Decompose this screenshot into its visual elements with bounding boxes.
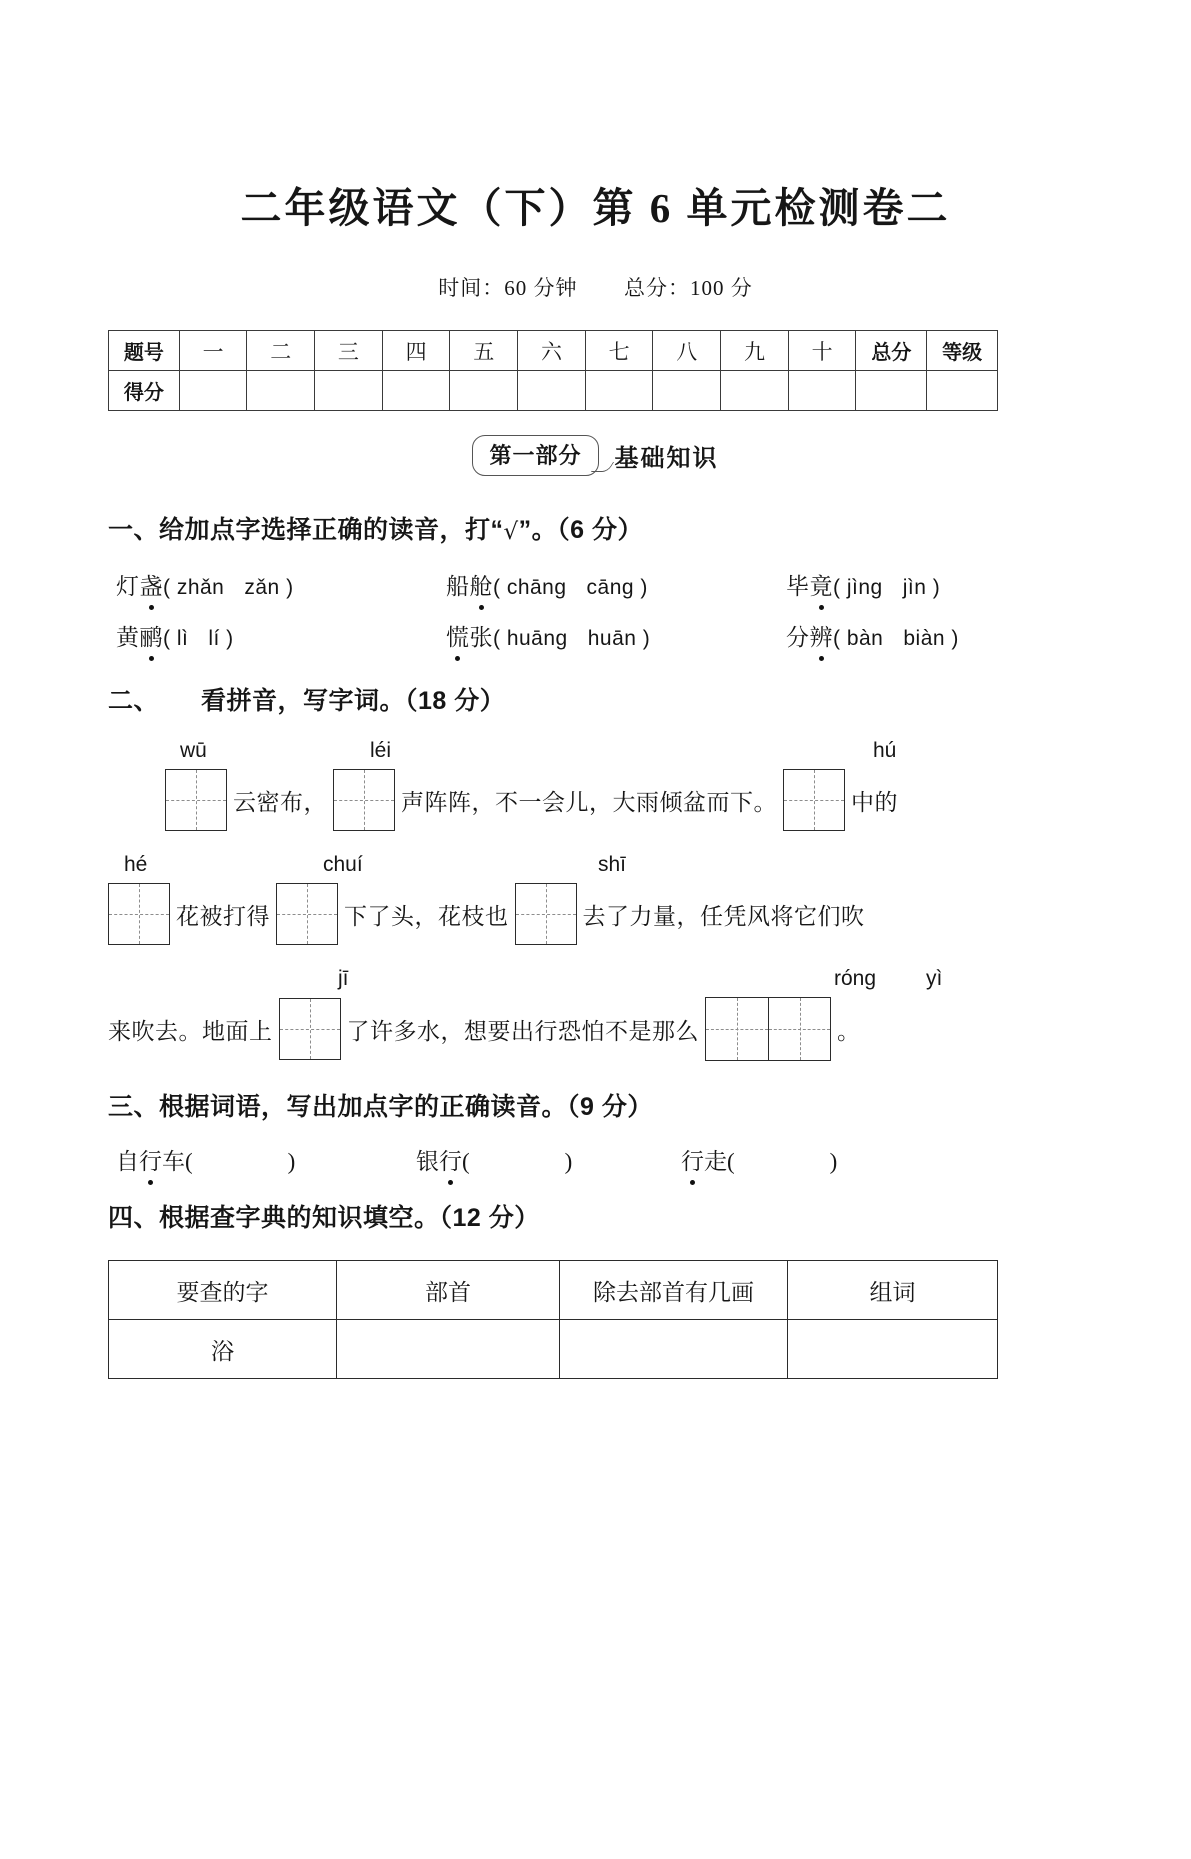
- score-cell-total[interactable]: [856, 371, 927, 411]
- choice-item[interactable]: 毕竟( jìng jìn ): [786, 568, 940, 601]
- character-box[interactable]: [279, 998, 341, 1060]
- character-box[interactable]: [515, 883, 577, 945]
- score-cell-8[interactable]: [653, 371, 721, 411]
- choice-word-pre: 黄: [116, 625, 140, 650]
- sentence-segment: 去了力量，任凭风将它们吹: [582, 903, 865, 929]
- pinyin-label: yì: [926, 967, 943, 990]
- exam-meta: [108, 272, 1083, 302]
- character-box[interactable]: [706, 998, 768, 1060]
- question-2-number: 二、: [108, 687, 160, 715]
- question-3-heading: 三、根据词语，写出加点字的正确读音。（9 分）: [108, 1093, 653, 1121]
- score-col-total: 总分: [856, 331, 927, 371]
- score-cell-4[interactable]: [382, 371, 450, 411]
- dict-header-char: 要查的字: [109, 1261, 337, 1320]
- score-col-4: 四: [382, 331, 450, 371]
- sentence-row: [108, 997, 1083, 1061]
- pinyin-label-row: [108, 739, 1083, 769]
- word-pre: 银: [416, 1149, 439, 1174]
- score-col-8: 八: [653, 331, 721, 371]
- question-1-heading-tail: ”。（6 分）: [518, 516, 644, 544]
- choice-word-dotted: 舱: [470, 568, 494, 601]
- question-4-heading: 四、根据查字典的知识填空。（12 分）: [108, 1204, 540, 1232]
- choice-word-dotted: 慌: [446, 619, 470, 652]
- choice-word-dotted: 辨: [810, 619, 834, 652]
- table-header-row: [109, 1261, 998, 1320]
- choice-item[interactable]: 船舱( chāng cāng ): [446, 568, 786, 601]
- score-cell-3[interactable]: [315, 371, 383, 411]
- table-row: [109, 1320, 998, 1379]
- sentence-segment: 了许多水，想要出行恐怕不是那么: [346, 1018, 699, 1044]
- choice-option-a[interactable]: jìng: [846, 576, 883, 599]
- choice-word-pre: 灯: [116, 574, 140, 599]
- character-box[interactable]: [108, 883, 170, 945]
- dict-header-strokes: 除去部首有几画: [560, 1261, 788, 1320]
- choice-option-b[interactable]: jìn: [902, 576, 927, 599]
- sentence-segment: 云密布，: [233, 789, 327, 815]
- pinyin-label: jī: [338, 967, 349, 990]
- choice-word-pre: 分: [786, 625, 810, 650]
- score-col-6: 六: [518, 331, 586, 371]
- score-cell-1[interactable]: [179, 371, 247, 411]
- word-dotted: 行: [139, 1143, 162, 1176]
- part-name: 基础知识: [614, 445, 719, 472]
- score-table-row-label: 题号: [109, 331, 180, 371]
- character-box[interactable]: [333, 769, 395, 831]
- score-cell-7[interactable]: [585, 371, 653, 411]
- sentence-segment: 。: [837, 1018, 861, 1044]
- character-box[interactable]: [783, 769, 845, 831]
- choice-word-pre: 毕: [786, 574, 810, 599]
- question-1-row-2: [108, 619, 1083, 652]
- question-1-row-1: [108, 568, 1083, 601]
- sentence-segment: 声阵阵，不一会儿，大雨倾盆而下。: [401, 789, 777, 815]
- character-box[interactable]: [768, 998, 830, 1060]
- score-col-5: 五: [450, 331, 518, 371]
- choice-option-b[interactable]: lí: [208, 627, 220, 650]
- sentence-segment: 花被打得: [176, 903, 270, 929]
- pinyin-label-row: [108, 853, 1083, 883]
- score-col-7: 七: [585, 331, 653, 371]
- part-tag: 第一部分: [472, 435, 598, 476]
- choice-item[interactable]: 黄鹂( lì lí ): [116, 619, 446, 652]
- choice-word-pre: 船: [446, 574, 470, 599]
- question-2-line-2: [108, 853, 1083, 945]
- choice-word-post: 张: [469, 625, 493, 650]
- word-post: 走: [704, 1149, 727, 1174]
- character-box-double[interactable]: [705, 997, 831, 1061]
- choice-word-dotted: 竟: [810, 568, 834, 601]
- dict-header-word: 组词: [788, 1261, 998, 1320]
- dict-header-radical: 部首: [337, 1261, 560, 1320]
- pinyin-label-row: [108, 967, 1083, 997]
- choice-item[interactable]: 慌张( huāng huān ): [446, 619, 786, 652]
- exam-duration: 时间：60 分钟: [438, 276, 578, 300]
- choice-word-dotted: 盏: [140, 568, 164, 601]
- score-cell-6[interactable]: [518, 371, 586, 411]
- score-table-value-row: [109, 371, 998, 411]
- exam-page: [0, 175, 1191, 1859]
- exam-total-score: 总分：100 分: [624, 276, 753, 300]
- sentence-segment: 下了头，花枝也: [344, 903, 509, 929]
- sentence-segment: 中的: [851, 789, 898, 815]
- word-pre: 自: [116, 1149, 139, 1174]
- sentence-row: [108, 769, 1083, 831]
- choice-option-b[interactable]: biàn: [903, 627, 946, 650]
- question-1-heading-text: 一、给加点字选择正确的读音，打“: [108, 516, 504, 544]
- question-3-items: [108, 1143, 1083, 1176]
- score-col-9: 九: [721, 331, 789, 371]
- dict-cell-strokes[interactable]: [560, 1320, 788, 1379]
- choice-option-a[interactable]: huāng: [506, 627, 568, 650]
- choice-option-a[interactable]: bàn: [846, 627, 884, 650]
- dictionary-table: [108, 1260, 998, 1379]
- score-col-grade: 等级: [927, 331, 998, 371]
- word-item[interactable]: 自行车( ): [116, 1143, 416, 1176]
- pinyin-label: hú: [873, 739, 897, 762]
- score-table-header-row: [109, 331, 998, 371]
- word-item[interactable]: 银行( ): [416, 1143, 681, 1176]
- choice-option-a[interactable]: zhǎn: [176, 576, 225, 599]
- score-cell-5[interactable]: [450, 371, 518, 411]
- choice-option-a[interactable]: chāng: [506, 576, 567, 599]
- score-cell-9[interactable]: [721, 371, 789, 411]
- part-banner: [108, 435, 1083, 476]
- score-cell-grade[interactable]: [927, 371, 998, 411]
- score-cell-2[interactable]: [247, 371, 315, 411]
- dict-cell-char: 浴: [109, 1320, 337, 1379]
- score-col-1: 一: [179, 331, 247, 371]
- choice-option-a[interactable]: lì: [176, 627, 189, 650]
- sentence-segment: 来吹去。地面上: [108, 1018, 273, 1044]
- score-col-10: 十: [788, 331, 856, 371]
- question-2-heading: [108, 681, 1083, 717]
- character-box[interactable]: [165, 769, 227, 831]
- dict-cell-radical[interactable]: [337, 1320, 560, 1379]
- question-2-heading-text: 看拼音，写字词。（18 分）: [201, 687, 506, 715]
- pinyin-label: léi: [370, 739, 392, 762]
- question-2-line-3: [108, 967, 1083, 1061]
- pinyin-label: chuí: [323, 853, 363, 876]
- choice-item[interactable]: 分辨( bàn biàn ): [786, 619, 959, 652]
- checkmark-icon: √: [503, 519, 519, 545]
- score-col-3: 三: [315, 331, 383, 371]
- dict-cell-word[interactable]: [788, 1320, 998, 1379]
- choice-option-b[interactable]: zǎn: [244, 576, 280, 599]
- score-cell-10[interactable]: [788, 371, 856, 411]
- sentence-row: [108, 883, 1083, 945]
- choice-option-b[interactable]: cāng: [586, 576, 635, 599]
- score-table: [108, 330, 998, 411]
- pinyin-label: shī: [598, 853, 627, 876]
- word-post: 车: [162, 1149, 185, 1174]
- word-dotted: 行: [439, 1143, 462, 1176]
- pinyin-label: wū: [180, 739, 207, 762]
- question-1-heading: [108, 510, 1083, 546]
- character-box[interactable]: [276, 883, 338, 945]
- pinyin-label: róng: [834, 967, 877, 990]
- choice-word-dotted: 鹂: [140, 619, 164, 652]
- word-dotted: 行: [681, 1143, 704, 1176]
- page-title: 二年级语文（下）第 6 单元检测卷二: [240, 185, 951, 231]
- choice-item[interactable]: 灯盏( zhǎn zǎn ): [116, 568, 446, 601]
- word-item[interactable]: 行走( ): [681, 1143, 837, 1176]
- score-table-row-label: 得分: [109, 371, 180, 411]
- question-2-line-1: [108, 739, 1083, 831]
- choice-option-b[interactable]: huān: [587, 627, 637, 650]
- score-col-2: 二: [247, 331, 315, 371]
- pinyin-label: hé: [124, 853, 148, 876]
